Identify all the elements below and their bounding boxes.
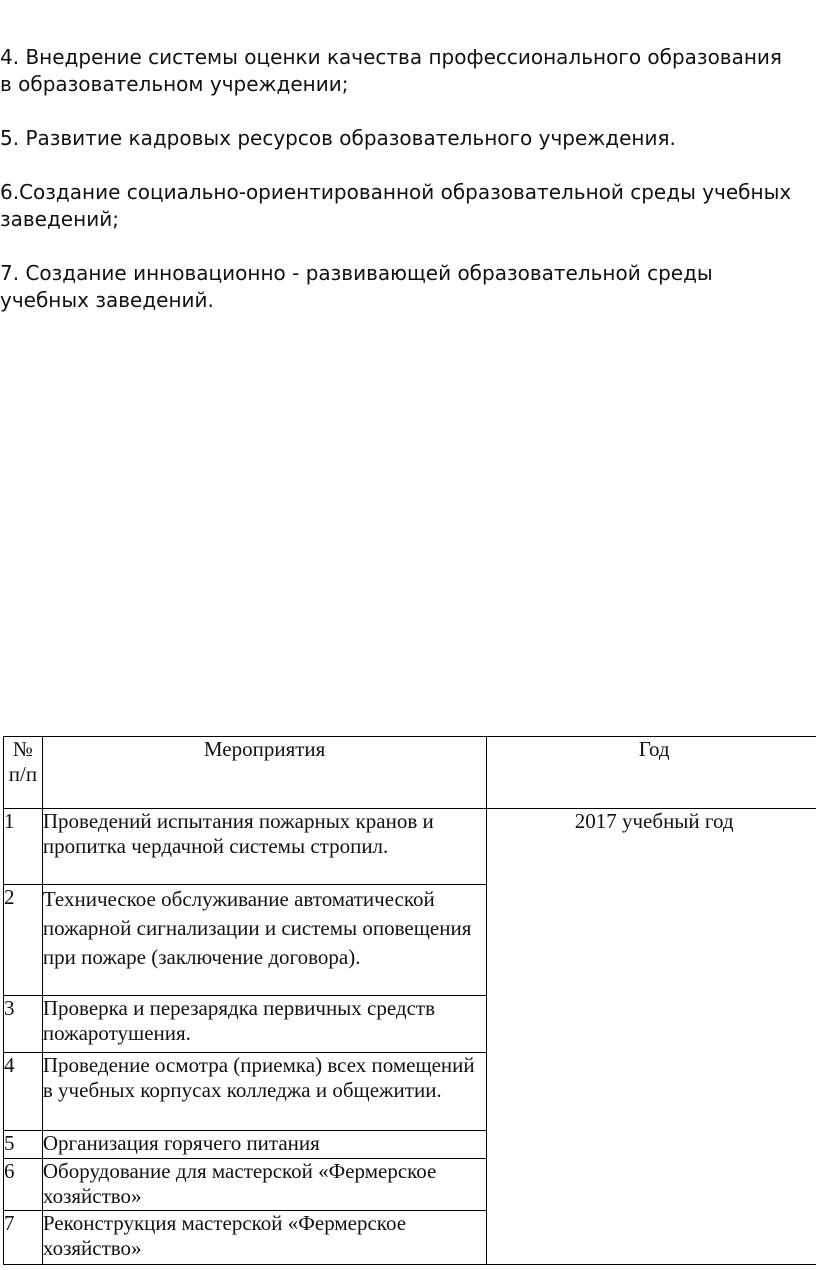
paragraph-item-7: 7. Создание инновационно - развивающей образовательной среды учебных заведений.	[0, 261, 713, 312]
row-number: 1	[4, 809, 43, 885]
row-event: Техническое обслуживание автоматической пожарной сигнализации и системы оповещения при пожаре (заключение договора).	[42, 885, 486, 996]
header-number: № п/п	[4, 737, 43, 809]
table-row	[4, 809, 816, 885]
row-event: Организация горячего питания	[42, 1131, 486, 1159]
row-event: Реконструкция мастерской «Фермерское хозяйство»	[42, 1211, 486, 1265]
header-year: Год	[487, 737, 816, 809]
paragraph-item-6: 6.Создание социально-ориентированной образовательной среды учебных заведений;	[0, 180, 792, 231]
row-event: Проведение осмотра (приемка) всех помещений в учебных корпусах колледжа и общежитии.	[42, 1053, 486, 1131]
row-number: 6	[4, 1159, 43, 1211]
header-events: Мероприятия	[42, 737, 486, 809]
row-event: Проведений испытания пожарных кранов и пропитка чердачной системы стропил.	[42, 809, 486, 885]
paragraph-item-5: 5. Развитие кадровых ресурсов образовательного учреждения.	[0, 126, 676, 150]
document-text	[0, 44, 800, 341]
table-header-row	[4, 737, 816, 809]
row-number: 5	[4, 1131, 43, 1159]
row-event: Оборудование для мастерской «Фермерское хозяйство»	[42, 1159, 486, 1211]
year-value: 2017 учебный год	[487, 809, 816, 1265]
row-number: 3	[4, 996, 43, 1053]
row-event: Проверка и перезарядка первичных средств пожаротушения.	[42, 996, 486, 1053]
row-number: 7	[4, 1211, 43, 1265]
events-table	[3, 736, 816, 1265]
row-number: 4	[4, 1053, 43, 1131]
row-number: 2	[4, 885, 43, 996]
paragraph-item-4: 4. Внедрение системы оценки качества профессионального образования в образовательном учреждении;	[0, 45, 782, 96]
